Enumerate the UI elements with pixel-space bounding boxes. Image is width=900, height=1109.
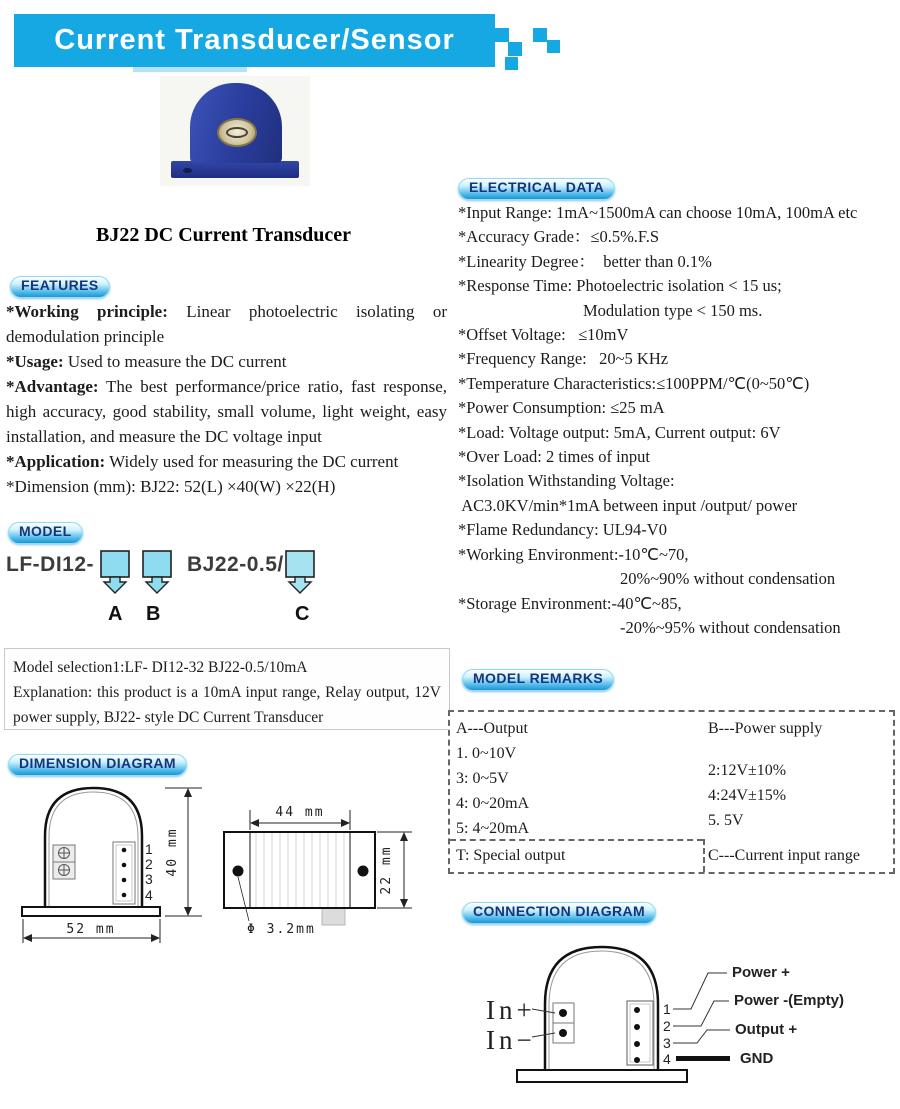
electrical-line: *Over Load: 2 times of input bbox=[458, 447, 651, 467]
remarks-a-item: 4: 0~20mA bbox=[456, 795, 530, 812]
banner-mosaic-square bbox=[533, 28, 547, 42]
remarks-column-b bbox=[708, 716, 822, 833]
product-photo-emblem-ring bbox=[226, 127, 248, 138]
gnd-label: GND bbox=[740, 1050, 774, 1067]
model-option-box-c bbox=[284, 549, 316, 595]
electrical-section bbox=[458, 201, 900, 640]
mounting-hole bbox=[358, 866, 369, 877]
electrical-line: AC3.0KV/min*1mA between input /output/ power bbox=[458, 495, 798, 515]
remarks-b-title: B---Power supply bbox=[708, 720, 823, 737]
output-pin-connector bbox=[627, 1001, 653, 1065]
model-prefix: LF-DI12- bbox=[6, 553, 94, 576]
electrical-line: *Response Time: Photoelectric isolation < 15 us; bbox=[458, 276, 782, 296]
wire-power-plus bbox=[673, 973, 727, 1009]
banner-mosaic-square bbox=[495, 28, 509, 42]
title-banner bbox=[14, 14, 495, 67]
feature-usage: *Usage: Used to measure the DC current bbox=[6, 352, 287, 371]
connection-pin-4: 4 bbox=[663, 1051, 671, 1067]
remarks-a-item: 1. 0~10V bbox=[456, 745, 517, 762]
product-photo-mounting-hole bbox=[183, 168, 192, 173]
model-label-a: A bbox=[108, 603, 123, 625]
page-title: Current Transducer/Sensor bbox=[54, 24, 455, 56]
electrical-line: *Working Environment:-10℃~70, bbox=[458, 544, 689, 564]
electrical-line: 20%~90% without condensation bbox=[620, 569, 836, 589]
remarks-c-row: C---Current input range bbox=[708, 847, 860, 864]
selection-line1: Model selection1:LF- DI12-32 BJ22-0.5/10mA bbox=[13, 659, 308, 676]
down-arrow-icon bbox=[146, 577, 168, 593]
front-pin-2: 2 bbox=[145, 856, 153, 872]
electrical-line: *Offset Voltage: ≤10mV bbox=[458, 325, 629, 345]
electrical-line: *Frequency Range: 20~5 KHz bbox=[458, 349, 669, 369]
features-heading-badge: FEATURES bbox=[10, 276, 110, 298]
selection-line2: Explanation: this product is a 10mA input range, Relay output, 12V power supply, BJ22- style DC Current Transducer bbox=[13, 684, 441, 726]
electrical-line: -20%~95% without condensation bbox=[620, 617, 841, 637]
mounting-hole bbox=[233, 866, 244, 877]
remarks-t-row: T: Special output bbox=[456, 847, 566, 864]
features-section bbox=[6, 299, 447, 499]
top-width-label: 44 mm bbox=[275, 805, 325, 820]
remarks-b-item: 4:24V±15% bbox=[708, 787, 787, 804]
banner-mosaic-square bbox=[508, 42, 522, 56]
front-height-label: 40 mm bbox=[165, 827, 180, 877]
connection-heading-badge: CONNECTION DIAGRAM bbox=[462, 902, 656, 924]
wire-output-plus bbox=[673, 1030, 730, 1043]
feature-dimension: *Dimension (mm): BJ22: 52(L) ×40(W) ×22(H) bbox=[6, 477, 336, 496]
connection-pin-3: 3 bbox=[663, 1035, 671, 1051]
input-minus-label: In− bbox=[486, 1025, 536, 1055]
product-photo-emblem bbox=[217, 118, 257, 147]
front-pin-3: 3 bbox=[145, 871, 153, 887]
electrical-line: Modulation type < 150 ms. bbox=[583, 300, 763, 320]
remarks-a-title: A---Output bbox=[456, 720, 528, 737]
electrical-heading-badge: ELECTRICAL DATA bbox=[458, 178, 615, 200]
banner-shadow-bar bbox=[133, 67, 247, 72]
electrical-line: *Load: Voltage output: 5mA, Current output: 6V bbox=[458, 422, 781, 442]
front-pin-4: 4 bbox=[145, 887, 153, 903]
remarks-b-item: 5. 5V bbox=[708, 812, 744, 829]
wire-power-minus bbox=[673, 1001, 729, 1026]
remarks-divider-vertical bbox=[703, 839, 705, 872]
top-view-body bbox=[224, 832, 375, 908]
hole-diameter-label: Φ 3.2mm bbox=[247, 922, 316, 937]
remarks-divider-horizontal bbox=[450, 839, 703, 841]
top-view-tab bbox=[322, 908, 345, 925]
banner-mosaic-square bbox=[547, 40, 560, 53]
dimension-front-view bbox=[5, 778, 217, 953]
banner-mosaic-square bbox=[505, 57, 518, 70]
remarks-heading-badge: MODEL REMARKS bbox=[462, 669, 614, 691]
connection-diagram bbox=[448, 930, 900, 1108]
electrical-line: *Input Range: 1mA~1500mA can choose 10mA, 100mA etc bbox=[458, 203, 858, 222]
input-plus-label: In+ bbox=[486, 995, 536, 1025]
power-plus-label: Power + bbox=[732, 964, 790, 981]
dimension-top-view bbox=[222, 790, 447, 945]
top-height-label: 22 mm bbox=[379, 845, 394, 895]
product-title: BJ22 DC Current Transducer bbox=[96, 224, 351, 246]
remarks-column-a bbox=[456, 716, 529, 841]
wire-gnd-bar bbox=[676, 1056, 730, 1061]
model-label-b: B bbox=[146, 603, 161, 625]
model-option-box-b bbox=[141, 549, 173, 595]
dimension-heading-badge: DIMENSION DIAGRAM bbox=[8, 754, 187, 776]
electrical-line: *Isolation Withstanding Voltage: bbox=[458, 471, 675, 491]
connection-pin-1: 1 bbox=[663, 1001, 671, 1017]
electrical-line: *Temperature Characteristics:≤100PPM/℃(0~50℃) bbox=[458, 373, 810, 393]
front-pin-1: 1 bbox=[145, 841, 153, 857]
down-arrow-icon bbox=[104, 577, 126, 593]
electrical-line: *Linearity Degree： better than 0.1% bbox=[458, 251, 712, 271]
feature-advantage: *Advantage: The best performance/price ratio, fast response, high accuracy, good stability, small volume, light weight, easy installation, and measure the DC voltage input bbox=[6, 377, 447, 446]
model-selection-note bbox=[4, 648, 450, 730]
electrical-line: *Storage Environment:-40℃~85, bbox=[458, 593, 682, 613]
remarks-a-item: 3: 0~5V bbox=[456, 770, 509, 787]
down-arrow-icon bbox=[289, 577, 311, 593]
model-suffix: BJ22-0.5/ bbox=[187, 553, 284, 576]
electrical-line: *Power Consumption: ≤25 mA bbox=[458, 398, 665, 418]
front-base-plate bbox=[22, 907, 160, 916]
model-remarks-table bbox=[448, 710, 895, 874]
remarks-a-item: 5: 4~20mA bbox=[456, 820, 530, 837]
model-option-box-a bbox=[99, 549, 131, 595]
model-label-c: C bbox=[295, 603, 310, 625]
output-plus-label: Output + bbox=[735, 1021, 798, 1038]
feature-application: *Application: Widely used for measuring the DC current bbox=[6, 452, 399, 471]
power-minus-label: Power -(Empty) bbox=[734, 992, 845, 1009]
electrical-line: *Accuracy Grade：≤0.5%.F.S bbox=[458, 227, 660, 247]
electrical-line: *Flame Redundancy: UL94-V0 bbox=[458, 520, 667, 540]
feature-working-principle: *Working principle: Linear photoelectric isolating or demodulation principle bbox=[6, 302, 448, 346]
connection-base-plate bbox=[517, 1070, 687, 1082]
front-width-label: 52 mm bbox=[66, 922, 116, 937]
connection-pin-2: 2 bbox=[663, 1018, 671, 1034]
product-photo bbox=[160, 76, 310, 186]
remarks-b-item: 2:12V±10% bbox=[708, 762, 787, 779]
model-heading-badge: MODEL bbox=[8, 522, 83, 544]
